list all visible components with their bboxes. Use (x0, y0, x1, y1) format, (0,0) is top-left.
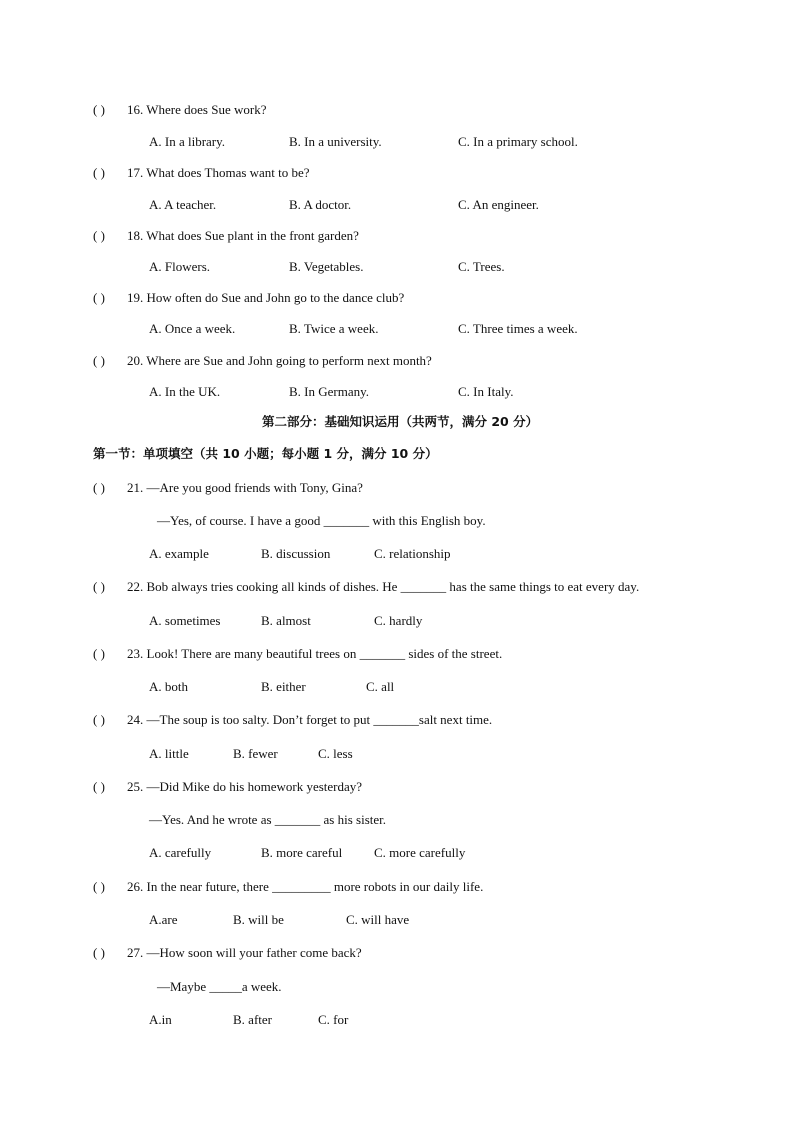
answer-blank[interactable]: ( ) (93, 353, 105, 368)
option-c: C. Trees. (458, 259, 505, 274)
reply-text: —Yes, of course. I have a good _______ with this English boy. (157, 513, 486, 528)
option-b: B. Twice a week. (289, 321, 379, 336)
option-a: A.are (149, 912, 178, 927)
option-c: C. more carefully (374, 845, 466, 860)
option-c: C. hardly (374, 613, 423, 628)
option-c: C. for (318, 1012, 349, 1027)
option-b: B. either (261, 679, 306, 694)
option-b: B. will be (233, 912, 284, 927)
option-a: A. A teacher. (149, 197, 217, 212)
question-text: 25. —Did Mike do his homework yesterday? (127, 779, 363, 794)
option-b: B. fewer (233, 746, 278, 761)
option-b: B. In Germany. (289, 384, 370, 399)
option-a: A. both (149, 679, 188, 694)
question-text: 22. Bob always tries cooking all kinds of dishes. He _______ has the same things to eat every day. (127, 579, 640, 594)
option-b: B. almost (261, 613, 311, 628)
option-c: C. An engineer. (458, 197, 539, 212)
answer-blank[interactable]: ( ) (93, 290, 105, 305)
option-a: A. example (149, 546, 209, 561)
question-text: 27. —How soon will your father come back? (127, 945, 362, 960)
answer-blank[interactable]: ( ) (93, 102, 105, 117)
question-text: 17. What does Thomas want to be? (127, 165, 310, 180)
answer-blank[interactable]: ( ) (93, 579, 105, 594)
part-two-title: 第二部分：基础知识运用（共两节，满分 20 分） (262, 414, 539, 429)
option-a: A. In a library. (149, 134, 226, 149)
option-a: A. sometimes (149, 613, 221, 628)
answer-blank[interactable]: ( ) (93, 712, 105, 727)
reply-text: —Maybe _____a week. (157, 979, 282, 994)
option-a: A. carefully (149, 845, 212, 860)
option-a: A.in (149, 1012, 172, 1027)
answer-blank[interactable]: ( ) (93, 879, 105, 894)
question-text: 19. How often do Sue and John go to the dance club? (127, 290, 405, 305)
answer-blank[interactable]: ( ) (93, 646, 105, 661)
question-text: 24. —The soup is too salty. Don’t forget to put _______salt next time. (127, 712, 493, 727)
section-one-title: 第一节：单项填空（共 10 小题；每小题 1 分，满分 10 分） (93, 446, 438, 461)
question-text: 20. Where are Sue and John going to perform next month? (127, 353, 432, 368)
option-a: A. Flowers. (149, 259, 211, 274)
option-b: B. after (233, 1012, 272, 1027)
answer-blank[interactable]: ( ) (93, 945, 105, 960)
question-text: 16. Where does Sue work? (127, 102, 267, 117)
option-c: C. In a primary school. (458, 134, 578, 149)
option-b: B. discussion (261, 546, 331, 561)
option-b: B. Vegetables. (289, 259, 364, 274)
answer-blank[interactable]: ( ) (93, 165, 105, 180)
answer-blank[interactable]: ( ) (93, 779, 105, 794)
option-c: C. will have (346, 912, 410, 927)
answer-blank[interactable]: ( ) (93, 228, 105, 243)
option-c: C. relationship (374, 546, 451, 561)
option-b: B. A doctor. (289, 197, 352, 212)
option-c: C. Three times a week. (458, 321, 578, 336)
option-c: C. all (366, 679, 395, 694)
option-a: A. In the UK. (149, 384, 221, 399)
option-a: A. little (149, 746, 189, 761)
question-text: 18. What does Sue plant in the front garden? (127, 228, 359, 243)
option-b: B. more careful (261, 845, 343, 860)
answer-blank[interactable]: ( ) (93, 480, 105, 495)
option-c: C. In Italy. (458, 384, 514, 399)
question-text: 26. In the near future, there _________ more robots in our daily life. (127, 879, 484, 894)
reply-text: —Yes. And he wrote as _______ as his sister. (149, 812, 387, 827)
question-text: 23. Look! There are many beautiful trees on _______ sides of the street. (127, 646, 503, 661)
option-a: A. Once a week. (149, 321, 236, 336)
option-c: C. less (318, 746, 353, 761)
option-b: B. In a university. (289, 134, 382, 149)
question-text: 21. —Are you good friends with Tony, Gina? (127, 480, 363, 495)
